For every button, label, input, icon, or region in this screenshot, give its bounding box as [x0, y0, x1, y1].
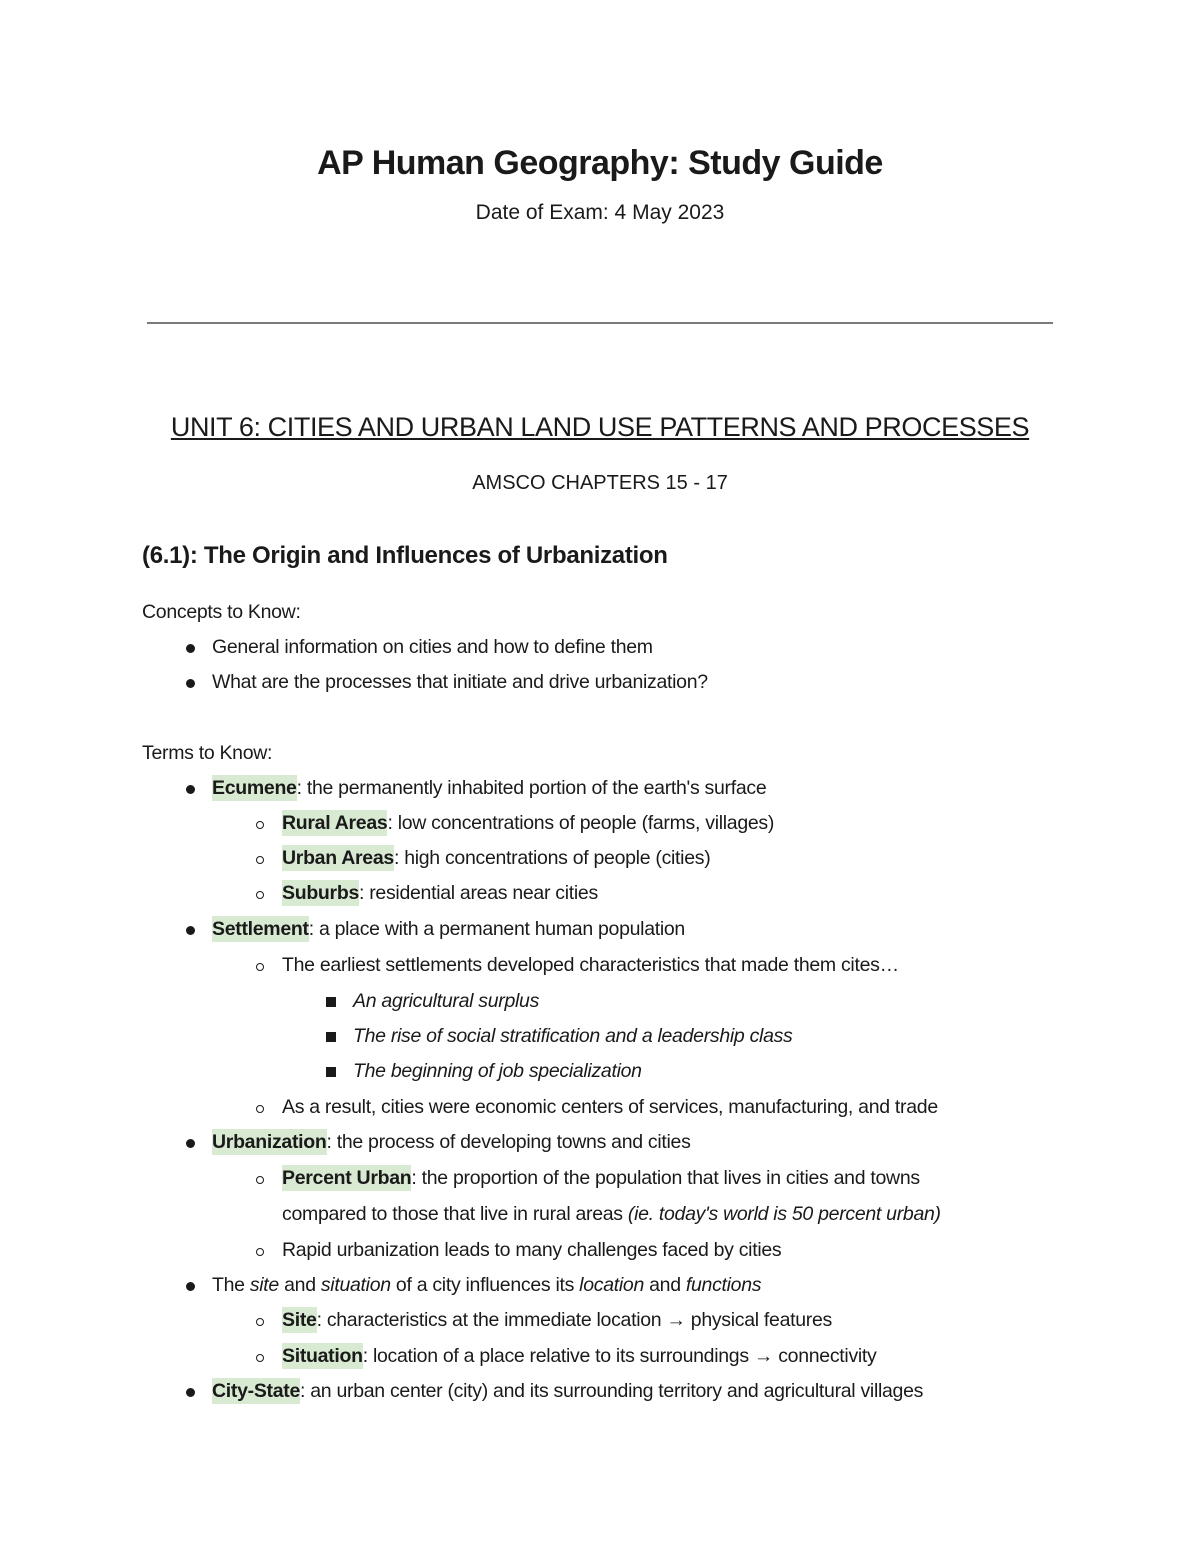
list-item-continuation: compared to those that live in rural areas (ie. today's world is 50 percent urban) — [282, 1203, 941, 1225]
list-item: Site: characteristics at the immediate location → physical features — [282, 1308, 832, 1332]
list-item: What are the processes that initiate and drive urbanization? — [212, 670, 708, 694]
document-title: AP Human Geography: Study Guide — [317, 144, 883, 182]
square-bullet-icon — [321, 1059, 341, 1083]
hollow-bullet-icon — [250, 1238, 270, 1262]
term-settlement: Settlement — [212, 918, 309, 940]
term-suburbs: Suburbs — [282, 882, 359, 904]
list-item: As a result, cities were economic centers of services, manufacturing, and trade — [282, 1095, 938, 1119]
concepts-label: Concepts to Know: — [142, 601, 301, 623]
terms-label: Terms to Know: — [142, 742, 273, 764]
square-bullet-icon — [321, 1024, 341, 1048]
list-item: The rise of social stratification and a leadership class — [353, 1024, 793, 1048]
hollow-bullet-icon — [250, 1344, 270, 1368]
list-item: Percent Urban: the proportion of the population that lives in cities and towns — [282, 1166, 920, 1190]
bullet-icon — [180, 1379, 200, 1403]
list-item: An agricultural surplus — [353, 989, 539, 1013]
term-percent-urban: Percent Urban — [282, 1167, 412, 1189]
hollow-bullet-icon — [250, 1166, 270, 1190]
bullet-icon — [180, 1130, 200, 1154]
list-item: Suburbs: residential areas near cities — [282, 881, 598, 905]
list-item: The earliest settlements developed characteristics that made them cites… — [282, 953, 899, 977]
bullet-icon — [180, 1273, 200, 1297]
term-rural-areas: Rural Areas — [282, 812, 388, 834]
list-item: Rural Areas: low concentrations of people (farms, villages) — [282, 811, 774, 835]
list-item: Urban Areas: high concentrations of people (cities) — [282, 846, 710, 870]
list-item: City-State: an urban center (city) and its surrounding territory and agricultural villages — [212, 1379, 923, 1403]
unit-heading: UNIT 6: CITIES AND URBAN LAND USE PATTERNS AND PROCESSES — [170, 412, 1030, 442]
hollow-bullet-icon — [250, 881, 270, 905]
square-bullet-icon — [321, 989, 341, 1013]
hollow-bullet-icon — [250, 811, 270, 835]
list-item: The site and situation of a city influences its location and functions — [212, 1273, 761, 1297]
hollow-bullet-icon — [250, 846, 270, 870]
bullet-icon — [180, 635, 200, 659]
list-item: Situation: location of a place relative to its surroundings → connectivity — [282, 1344, 877, 1368]
hollow-bullet-icon — [250, 1095, 270, 1119]
term-urban-areas: Urban Areas — [282, 847, 394, 869]
term-situation: Situation — [282, 1345, 363, 1367]
term-city-state: City-State — [212, 1380, 301, 1402]
exam-date: Date of Exam: 4 May 2023 — [475, 201, 725, 224]
bullet-icon — [180, 917, 200, 941]
chapters-subheading: AMSCO CHAPTERS 15 - 17 — [472, 472, 728, 494]
hollow-bullet-icon — [250, 1308, 270, 1332]
hollow-bullet-icon — [250, 953, 270, 977]
list-item: Settlement: a place with a permanent human population — [212, 917, 685, 941]
term-ecumene: Ecumene — [212, 777, 297, 799]
term-urbanization: Urbanization — [212, 1131, 327, 1153]
list-item: Rapid urbanization leads to many challenges faced by cities — [282, 1238, 781, 1262]
bullet-icon — [180, 670, 200, 694]
bullet-icon — [180, 776, 200, 800]
list-item: The beginning of job specialization — [353, 1059, 642, 1083]
list-item: Ecumene: the permanently inhabited portion of the earth's surface — [212, 776, 766, 800]
list-item: General information on cities and how to define them — [212, 635, 653, 659]
horizontal-divider — [147, 322, 1053, 324]
list-item: Urbanization: the process of developing towns and cities — [212, 1130, 691, 1154]
term-site: Site — [282, 1309, 317, 1331]
section-heading: (6.1): The Origin and Influences of Urbanization — [142, 542, 668, 569]
